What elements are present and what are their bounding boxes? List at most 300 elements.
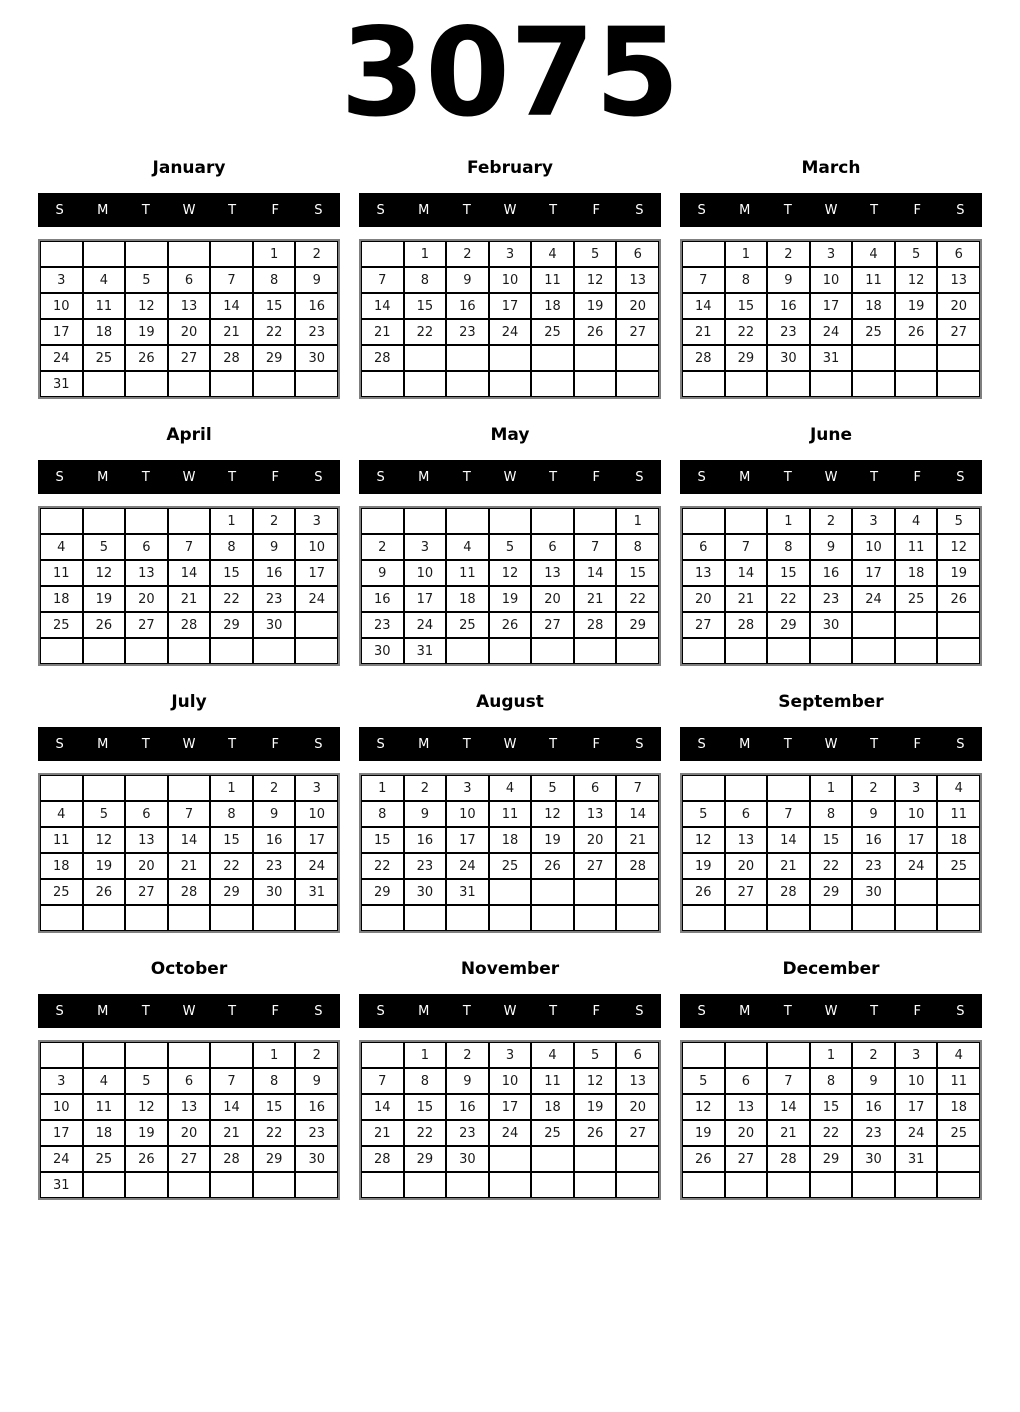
day-cell: 17 bbox=[295, 560, 338, 586]
date-grid bbox=[38, 239, 340, 399]
date-grid bbox=[38, 773, 340, 933]
day-cell: 31 bbox=[810, 345, 853, 371]
day-cell: 23 bbox=[810, 586, 853, 612]
day-cell: 19 bbox=[83, 853, 126, 879]
day-cell: 13 bbox=[937, 267, 980, 293]
day-cell: 12 bbox=[83, 827, 126, 853]
day-cell: 17 bbox=[810, 293, 853, 319]
day-cell: 25 bbox=[40, 879, 83, 905]
day-cell: 5 bbox=[574, 241, 617, 267]
day-cell-empty bbox=[40, 508, 83, 534]
day-cell: 16 bbox=[852, 1094, 895, 1120]
day-cell: 3 bbox=[40, 267, 83, 293]
day-cell-empty bbox=[40, 905, 83, 931]
day-cell-empty bbox=[404, 1172, 447, 1198]
day-cell-empty bbox=[531, 345, 574, 371]
month-name: June bbox=[809, 425, 853, 445]
day-cell-empty bbox=[725, 905, 768, 931]
weekday-label: T bbox=[141, 202, 150, 218]
day-cell: 11 bbox=[937, 801, 980, 827]
day-cell: 21 bbox=[168, 586, 211, 612]
day-cell: 5 bbox=[531, 775, 574, 801]
day-cell: 12 bbox=[895, 267, 938, 293]
weekday-header-bar bbox=[359, 193, 661, 227]
day-cell: 25 bbox=[937, 853, 980, 879]
day-cell: 19 bbox=[574, 293, 617, 319]
day-cell: 21 bbox=[767, 853, 810, 879]
day-cell: 10 bbox=[895, 1068, 938, 1094]
weekday-label: S bbox=[697, 736, 706, 752]
day-cell-empty bbox=[446, 508, 489, 534]
weekday-label: S bbox=[956, 736, 965, 752]
day-cell: 22 bbox=[767, 586, 810, 612]
day-cell: 2 bbox=[852, 775, 895, 801]
day-cell: 16 bbox=[446, 293, 489, 319]
day-cell-empty bbox=[725, 1042, 768, 1068]
day-cell: 18 bbox=[446, 586, 489, 612]
day-cell: 12 bbox=[574, 1068, 617, 1094]
day-cell: 30 bbox=[295, 1146, 338, 1172]
day-cell: 30 bbox=[852, 1146, 895, 1172]
day-cell: 23 bbox=[852, 1120, 895, 1146]
day-cell: 13 bbox=[574, 801, 617, 827]
day-cell-empty bbox=[168, 508, 211, 534]
day-cell-empty bbox=[295, 371, 338, 397]
weekday-label: S bbox=[376, 469, 385, 485]
day-cell: 16 bbox=[767, 293, 810, 319]
weekday-label: T bbox=[783, 736, 792, 752]
date-grid bbox=[680, 773, 982, 933]
day-cell: 28 bbox=[168, 879, 211, 905]
day-cell: 28 bbox=[767, 1146, 810, 1172]
day-cell-empty bbox=[168, 905, 211, 931]
day-cell-empty bbox=[361, 905, 404, 931]
date-grid bbox=[680, 506, 982, 666]
day-cell: 12 bbox=[531, 801, 574, 827]
day-cell-empty bbox=[83, 371, 126, 397]
day-cell: 6 bbox=[168, 267, 211, 293]
day-cell: 21 bbox=[168, 853, 211, 879]
day-cell: 6 bbox=[125, 801, 168, 827]
day-cell-empty bbox=[168, 1042, 211, 1068]
weekday-header-bar bbox=[38, 193, 340, 227]
day-cell: 15 bbox=[767, 560, 810, 586]
day-cell: 20 bbox=[725, 853, 768, 879]
day-cell-empty bbox=[489, 905, 532, 931]
day-cell: 24 bbox=[446, 853, 489, 879]
day-cell: 11 bbox=[83, 1094, 126, 1120]
day-cell: 21 bbox=[210, 319, 253, 345]
weekday-header-bar bbox=[38, 727, 340, 761]
day-cell-empty bbox=[210, 1172, 253, 1198]
weekday-label: T bbox=[462, 736, 471, 752]
day-cell: 18 bbox=[489, 827, 532, 853]
weekday-label: W bbox=[182, 1003, 196, 1019]
day-cell: 4 bbox=[446, 534, 489, 560]
day-cell-empty bbox=[937, 1172, 980, 1198]
day-cell: 15 bbox=[253, 1094, 296, 1120]
day-cell: 26 bbox=[937, 586, 980, 612]
day-cell: 26 bbox=[489, 612, 532, 638]
weekday-label: W bbox=[182, 202, 196, 218]
weekday-label: M bbox=[739, 1003, 751, 1019]
weekday-label: S bbox=[376, 736, 385, 752]
day-cell: 20 bbox=[937, 293, 980, 319]
day-cell: 31 bbox=[404, 638, 447, 664]
day-cell: 1 bbox=[767, 508, 810, 534]
weekday-label: W bbox=[182, 469, 196, 485]
day-cell: 18 bbox=[40, 853, 83, 879]
weekday-label: W bbox=[824, 202, 838, 218]
day-cell: 10 bbox=[295, 801, 338, 827]
day-cell: 16 bbox=[361, 586, 404, 612]
day-cell-empty bbox=[682, 508, 725, 534]
weekday-label: S bbox=[55, 202, 64, 218]
day-cell: 2 bbox=[810, 508, 853, 534]
day-cell: 9 bbox=[253, 534, 296, 560]
day-cell: 28 bbox=[361, 345, 404, 371]
day-cell-empty bbox=[40, 638, 83, 664]
day-cell-empty bbox=[361, 1172, 404, 1198]
day-cell: 11 bbox=[83, 293, 126, 319]
day-cell: 18 bbox=[83, 1120, 126, 1146]
weekday-label: M bbox=[97, 469, 109, 485]
day-cell: 12 bbox=[125, 293, 168, 319]
day-cell-empty bbox=[210, 371, 253, 397]
day-cell-empty bbox=[682, 905, 725, 931]
weekday-label: M bbox=[418, 202, 430, 218]
weekday-label: T bbox=[228, 1003, 237, 1019]
day-cell: 16 bbox=[295, 293, 338, 319]
weekday-label: S bbox=[55, 1003, 64, 1019]
weekday-label: S bbox=[956, 469, 965, 485]
weekday-label: S bbox=[314, 469, 323, 485]
day-cell: 31 bbox=[895, 1146, 938, 1172]
day-cell: 31 bbox=[40, 371, 83, 397]
month-block bbox=[359, 959, 661, 1200]
day-cell: 14 bbox=[210, 293, 253, 319]
day-cell-empty bbox=[810, 638, 853, 664]
day-cell: 19 bbox=[895, 293, 938, 319]
date-grid bbox=[38, 1040, 340, 1200]
day-cell-empty bbox=[852, 638, 895, 664]
day-cell: 14 bbox=[361, 293, 404, 319]
day-cell: 18 bbox=[531, 293, 574, 319]
day-cell-empty bbox=[295, 612, 338, 638]
day-cell: 27 bbox=[725, 879, 768, 905]
day-cell: 10 bbox=[895, 801, 938, 827]
day-cell-empty bbox=[295, 638, 338, 664]
day-cell-empty bbox=[125, 241, 168, 267]
month-name: October bbox=[150, 959, 228, 979]
day-cell: 14 bbox=[210, 1094, 253, 1120]
day-cell: 30 bbox=[253, 612, 296, 638]
day-cell: 3 bbox=[895, 1042, 938, 1068]
day-cell-empty bbox=[361, 371, 404, 397]
day-cell: 3 bbox=[852, 508, 895, 534]
day-cell: 19 bbox=[682, 853, 725, 879]
day-cell: 14 bbox=[767, 827, 810, 853]
day-cell: 4 bbox=[852, 241, 895, 267]
date-grid bbox=[359, 506, 661, 666]
day-cell: 1 bbox=[810, 775, 853, 801]
day-cell: 20 bbox=[168, 1120, 211, 1146]
weekday-label: F bbox=[592, 736, 601, 752]
weekday-label: F bbox=[271, 469, 280, 485]
day-cell: 12 bbox=[682, 1094, 725, 1120]
weekday-label: S bbox=[314, 1003, 323, 1019]
day-cell: 22 bbox=[810, 1120, 853, 1146]
day-cell: 23 bbox=[767, 319, 810, 345]
day-cell: 13 bbox=[725, 1094, 768, 1120]
weekday-label: S bbox=[314, 736, 323, 752]
weekday-label: T bbox=[228, 469, 237, 485]
day-cell: 4 bbox=[83, 1068, 126, 1094]
day-cell: 15 bbox=[361, 827, 404, 853]
weekday-label: W bbox=[824, 736, 838, 752]
day-cell: 9 bbox=[852, 801, 895, 827]
weekday-label: T bbox=[870, 1003, 879, 1019]
day-cell: 15 bbox=[810, 827, 853, 853]
day-cell: 20 bbox=[125, 853, 168, 879]
day-cell-empty bbox=[531, 1146, 574, 1172]
weekday-label: T bbox=[870, 202, 879, 218]
weekday-header-bar bbox=[38, 460, 340, 494]
day-cell-empty bbox=[83, 905, 126, 931]
day-cell: 10 bbox=[40, 1094, 83, 1120]
day-cell: 2 bbox=[361, 534, 404, 560]
day-cell: 8 bbox=[361, 801, 404, 827]
month-block bbox=[38, 158, 340, 399]
day-cell: 20 bbox=[725, 1120, 768, 1146]
day-cell: 2 bbox=[295, 241, 338, 267]
day-cell-empty bbox=[682, 371, 725, 397]
day-cell-empty bbox=[852, 612, 895, 638]
day-cell-empty bbox=[253, 371, 296, 397]
day-cell-empty bbox=[83, 508, 126, 534]
day-cell: 1 bbox=[361, 775, 404, 801]
weekday-label: S bbox=[376, 1003, 385, 1019]
day-cell: 20 bbox=[125, 586, 168, 612]
day-cell: 5 bbox=[489, 534, 532, 560]
day-cell: 30 bbox=[767, 345, 810, 371]
day-cell-empty bbox=[295, 905, 338, 931]
day-cell: 6 bbox=[125, 534, 168, 560]
day-cell: 20 bbox=[682, 586, 725, 612]
day-cell: 12 bbox=[574, 267, 617, 293]
day-cell: 25 bbox=[83, 1146, 126, 1172]
weekday-label: T bbox=[228, 736, 237, 752]
day-cell-empty bbox=[895, 371, 938, 397]
day-cell: 21 bbox=[616, 827, 659, 853]
date-grid bbox=[680, 239, 982, 399]
day-cell: 27 bbox=[574, 853, 617, 879]
month-block bbox=[38, 959, 340, 1200]
day-cell: 15 bbox=[810, 1094, 853, 1120]
weekday-label: M bbox=[739, 202, 751, 218]
day-cell: 17 bbox=[295, 827, 338, 853]
day-cell-empty bbox=[725, 775, 768, 801]
day-cell-empty bbox=[767, 1172, 810, 1198]
day-cell-empty bbox=[531, 1172, 574, 1198]
day-cell: 27 bbox=[168, 345, 211, 371]
day-cell: 5 bbox=[895, 241, 938, 267]
weekday-label: M bbox=[97, 202, 109, 218]
day-cell: 29 bbox=[253, 1146, 296, 1172]
day-cell: 22 bbox=[616, 586, 659, 612]
day-cell: 18 bbox=[531, 1094, 574, 1120]
day-cell-empty bbox=[210, 905, 253, 931]
year-title: 3075 bbox=[340, 2, 680, 144]
day-cell: 10 bbox=[810, 267, 853, 293]
date-grid bbox=[680, 1040, 982, 1200]
day-cell: 8 bbox=[210, 801, 253, 827]
day-cell: 12 bbox=[489, 560, 532, 586]
weekday-label: T bbox=[549, 1003, 558, 1019]
day-cell: 6 bbox=[616, 1042, 659, 1068]
day-cell: 23 bbox=[404, 853, 447, 879]
day-cell: 4 bbox=[40, 801, 83, 827]
day-cell: 7 bbox=[361, 267, 404, 293]
day-cell-empty bbox=[767, 905, 810, 931]
day-cell: 10 bbox=[489, 1068, 532, 1094]
day-cell-empty bbox=[83, 775, 126, 801]
day-cell: 29 bbox=[404, 1146, 447, 1172]
day-cell: 5 bbox=[574, 1042, 617, 1068]
day-cell: 30 bbox=[810, 612, 853, 638]
day-cell-empty bbox=[616, 638, 659, 664]
day-cell-empty bbox=[83, 638, 126, 664]
day-cell-empty bbox=[40, 1042, 83, 1068]
day-cell: 9 bbox=[810, 534, 853, 560]
day-cell: 7 bbox=[682, 267, 725, 293]
day-cell: 5 bbox=[125, 1068, 168, 1094]
day-cell: 10 bbox=[489, 267, 532, 293]
weekday-label: W bbox=[824, 1003, 838, 1019]
day-cell: 9 bbox=[446, 267, 489, 293]
day-cell: 9 bbox=[852, 1068, 895, 1094]
day-cell-empty bbox=[253, 905, 296, 931]
weekday-header-bar bbox=[680, 460, 982, 494]
day-cell-empty bbox=[937, 879, 980, 905]
day-cell: 14 bbox=[361, 1094, 404, 1120]
weekday-label: W bbox=[503, 736, 517, 752]
day-cell-empty bbox=[895, 1172, 938, 1198]
day-cell: 29 bbox=[210, 879, 253, 905]
day-cell: 22 bbox=[210, 586, 253, 612]
day-cell: 11 bbox=[40, 827, 83, 853]
day-cell-empty bbox=[446, 638, 489, 664]
day-cell: 27 bbox=[725, 1146, 768, 1172]
day-cell-empty bbox=[489, 508, 532, 534]
month-name: January bbox=[152, 158, 226, 178]
day-cell: 25 bbox=[489, 853, 532, 879]
day-cell: 29 bbox=[616, 612, 659, 638]
day-cell: 25 bbox=[937, 1120, 980, 1146]
day-cell: 12 bbox=[937, 534, 980, 560]
day-cell: 24 bbox=[810, 319, 853, 345]
day-cell: 24 bbox=[489, 319, 532, 345]
day-cell: 13 bbox=[616, 267, 659, 293]
day-cell-empty bbox=[489, 1172, 532, 1198]
weekday-label: T bbox=[549, 736, 558, 752]
day-cell-empty bbox=[210, 241, 253, 267]
weekday-label: T bbox=[870, 736, 879, 752]
day-cell: 28 bbox=[616, 853, 659, 879]
day-cell: 28 bbox=[210, 1146, 253, 1172]
month-name: July bbox=[171, 692, 207, 712]
day-cell: 16 bbox=[295, 1094, 338, 1120]
day-cell-empty bbox=[767, 1042, 810, 1068]
day-cell: 12 bbox=[682, 827, 725, 853]
weekday-label: M bbox=[97, 736, 109, 752]
day-cell-empty bbox=[125, 775, 168, 801]
day-cell: 3 bbox=[489, 1042, 532, 1068]
day-cell: 26 bbox=[895, 319, 938, 345]
day-cell-empty bbox=[852, 1172, 895, 1198]
day-cell: 3 bbox=[810, 241, 853, 267]
day-cell: 28 bbox=[361, 1146, 404, 1172]
day-cell: 29 bbox=[253, 345, 296, 371]
day-cell-empty bbox=[253, 638, 296, 664]
day-cell-empty bbox=[682, 1042, 725, 1068]
day-cell: 27 bbox=[682, 612, 725, 638]
day-cell: 15 bbox=[616, 560, 659, 586]
day-cell: 18 bbox=[83, 319, 126, 345]
day-cell: 28 bbox=[725, 612, 768, 638]
day-cell: 21 bbox=[361, 319, 404, 345]
day-cell: 13 bbox=[168, 1094, 211, 1120]
day-cell: 7 bbox=[168, 801, 211, 827]
weekday-label: S bbox=[55, 736, 64, 752]
day-cell: 4 bbox=[531, 241, 574, 267]
month-name: August bbox=[476, 692, 544, 712]
day-cell: 11 bbox=[531, 267, 574, 293]
day-cell-empty bbox=[574, 1146, 617, 1172]
day-cell-empty bbox=[682, 775, 725, 801]
day-cell: 5 bbox=[83, 801, 126, 827]
day-cell-empty bbox=[682, 241, 725, 267]
weekday-label: T bbox=[462, 1003, 471, 1019]
day-cell: 25 bbox=[446, 612, 489, 638]
weekday-label: F bbox=[271, 1003, 280, 1019]
day-cell: 24 bbox=[489, 1120, 532, 1146]
day-cell-empty bbox=[489, 371, 532, 397]
day-cell: 2 bbox=[767, 241, 810, 267]
weekday-label: M bbox=[418, 736, 430, 752]
day-cell-empty bbox=[531, 371, 574, 397]
day-cell: 9 bbox=[446, 1068, 489, 1094]
day-cell: 23 bbox=[446, 1120, 489, 1146]
weekday-label: T bbox=[141, 736, 150, 752]
weekday-label: S bbox=[956, 202, 965, 218]
day-cell: 18 bbox=[937, 827, 980, 853]
weekday-label: F bbox=[913, 736, 922, 752]
day-cell: 24 bbox=[852, 586, 895, 612]
date-grid bbox=[359, 239, 661, 399]
day-cell: 26 bbox=[682, 879, 725, 905]
day-cell: 9 bbox=[295, 267, 338, 293]
day-cell: 29 bbox=[725, 345, 768, 371]
day-cell: 16 bbox=[404, 827, 447, 853]
weekday-label: F bbox=[271, 202, 280, 218]
day-cell: 11 bbox=[937, 1068, 980, 1094]
day-cell: 6 bbox=[574, 775, 617, 801]
day-cell-empty bbox=[489, 879, 532, 905]
day-cell-empty bbox=[767, 638, 810, 664]
day-cell-empty bbox=[210, 1042, 253, 1068]
day-cell: 1 bbox=[210, 508, 253, 534]
